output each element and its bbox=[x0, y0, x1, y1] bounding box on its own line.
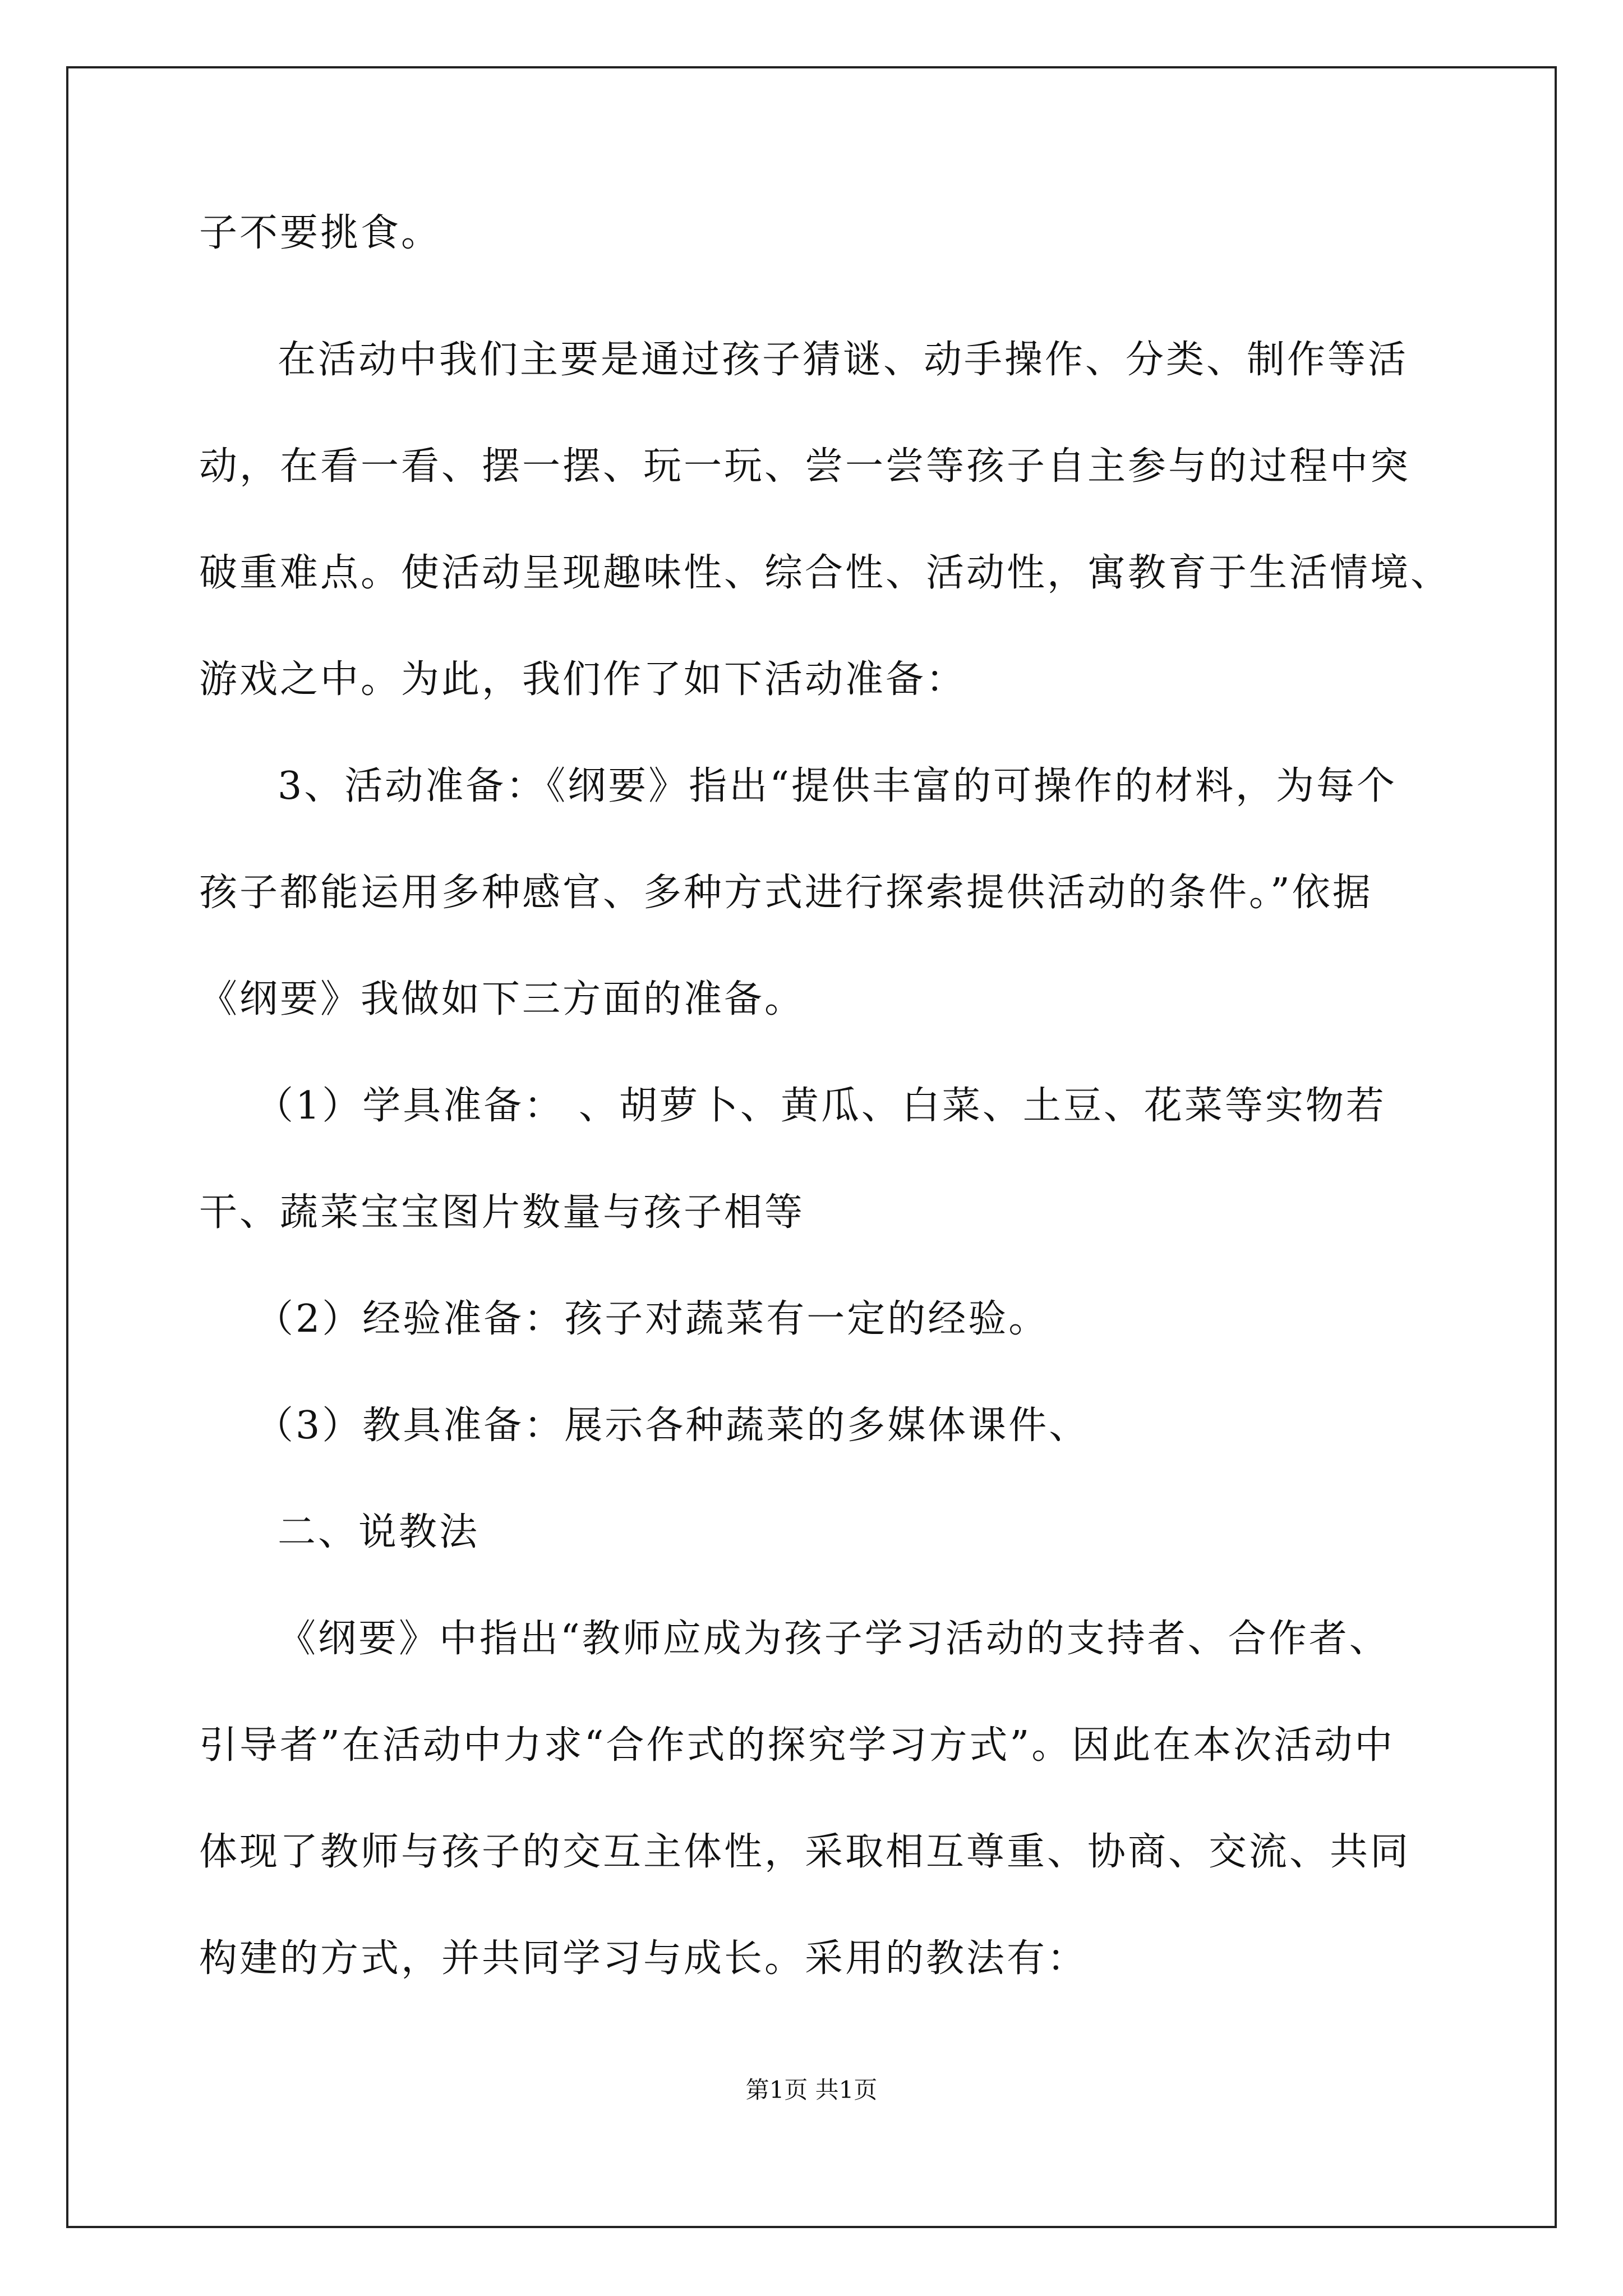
section-heading: 二、说教法 bbox=[278, 1510, 480, 1554]
text-line: 《纲要》我做如下三方面的准备。 bbox=[199, 977, 805, 1022]
text-line: 破重难点。使活动呈现趣味性、综合性、活动性，寓教育于生活情境、 bbox=[199, 551, 1451, 595]
text-line: 构建的方式，并共同学习与成长。采用的教法有： bbox=[199, 1936, 1088, 1981]
text-line: 《纲要》中指出“教师应成为孩子学习活动的支持者、合作者、 bbox=[278, 1617, 1390, 1661]
text-line: （2）经验准备：孩子对蔬菜有一定的经验。 bbox=[255, 1297, 1049, 1341]
page-border bbox=[66, 66, 1557, 2228]
text-line: 游戏之中。为此，我们作了如下活动准备： bbox=[199, 657, 967, 702]
text-line: 干、蔬菜宝宝图片数量与孩子相等 bbox=[199, 1190, 805, 1235]
text-line: 孩子都能运用多种感官、多种方式进行探索提供活动的条件。”依据 bbox=[199, 871, 1373, 915]
page-number: 第1页 共1页 bbox=[745, 2076, 878, 2104]
text-line: 在活动中我们主要是通过孩子猜谜、动手操作、分类、制作等活 bbox=[278, 338, 1409, 382]
text-line: 3、活动准备：《纲要》指出“提供丰富的可操作的材料，为每个 bbox=[278, 764, 1398, 808]
text-line: 引导者”在活动中力求“合作式的探究学习方式”。因此在本次活动中 bbox=[199, 1723, 1395, 1768]
text-line: 体现了教师与孩子的交互主体性，采取相互尊重、协商、交流、共同 bbox=[199, 1830, 1411, 1874]
text-line: 动，在看一看、摆一摆、玩一玩、尝一尝等孩子自主参与的过程中突 bbox=[199, 444, 1411, 489]
text-line: （3）教具准备：展示各种蔬菜的多媒体课件、 bbox=[255, 1404, 1090, 1448]
text-line: 子不要挑食。 bbox=[199, 211, 442, 255]
text-line: （1）学具准备： 、胡萝卜、黄瓜、白菜、土豆、花菜等实物若 bbox=[255, 1084, 1386, 1128]
